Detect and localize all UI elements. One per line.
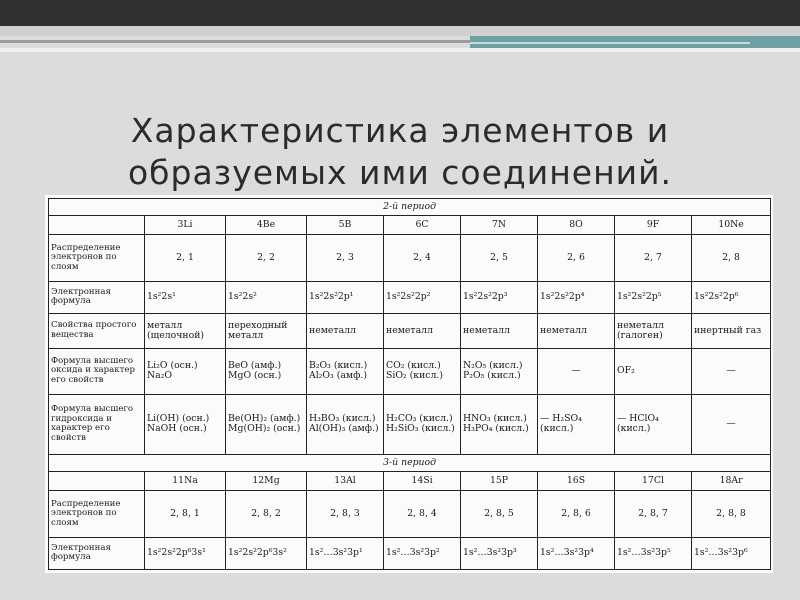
- table-cell: 1s²…3s²3p⁴: [538, 537, 615, 569]
- table-cell: неметалл: [384, 314, 461, 349]
- table-cell: B₂O₃ (кисл.) Al₂O₃ (амф.): [307, 348, 384, 394]
- table-cell: неметалл (галоген): [615, 314, 692, 349]
- table-cell: OF₂: [615, 348, 692, 394]
- element-cell: 9F: [615, 216, 692, 235]
- table-cell: 2, 5: [461, 235, 538, 281]
- table-cell: 1s²2s²2p⁵: [615, 281, 692, 313]
- element-cell: 17Cl: [615, 471, 692, 490]
- decor-stripe: [0, 48, 800, 52]
- table-cell: 2, 8, 7: [615, 491, 692, 537]
- table-cell: BeO (амф.) MgO (осн.): [226, 348, 307, 394]
- element-cell: 6C: [384, 216, 461, 235]
- row-label: Формула высшего гидроксида и характер его свойств: [49, 394, 145, 454]
- corner-cell: [49, 216, 145, 235]
- element-cell: 10Ne: [692, 216, 771, 235]
- period2-oxide-row: [49, 348, 771, 394]
- row-label: Электронная формула: [49, 281, 145, 313]
- table-cell: N₂O₅ (кисл.) P₂O₅ (кисл.): [461, 348, 538, 394]
- table-cell: 1s²…3s²3p¹: [307, 537, 384, 569]
- table-cell: 2, 8, 3: [307, 491, 384, 537]
- elements-table: [48, 198, 771, 570]
- table-cell: 1s²2s²2p²: [384, 281, 461, 313]
- table-cell: 2, 8, 8: [692, 491, 771, 537]
- table-cell: 1s²…3s²3p²: [384, 537, 461, 569]
- table-cell: 1s²2s²2p⁴: [538, 281, 615, 313]
- element-cell: 4Be: [226, 216, 307, 235]
- period2-header: 2-й период: [49, 199, 771, 216]
- table-cell: H₃BO₃ (кисл.) Al(OH)₃ (амф.): [307, 394, 384, 454]
- table-cell: неметалл: [538, 314, 615, 349]
- table-cell: 2, 4: [384, 235, 461, 281]
- element-cell: 13Al: [307, 471, 384, 490]
- element-cell: 11Na: [145, 471, 226, 490]
- element-cell: 15P: [461, 471, 538, 490]
- row-label: Электронная формула: [49, 537, 145, 569]
- table-cell: 1s²2s²2p¹: [307, 281, 384, 313]
- table-cell: 1s²2s²2p⁶: [692, 281, 771, 313]
- table-cell: — HClO₄ (кисл.): [615, 394, 692, 454]
- slide-title: [0, 110, 800, 194]
- table-cell: 1s²…3s²3p⁵: [615, 537, 692, 569]
- table-cell: переходный металл: [226, 314, 307, 349]
- table-cell: 2, 6: [538, 235, 615, 281]
- table-cell: 1s²2s²2p³: [461, 281, 538, 313]
- table-cell: 1s²…3s²3p³: [461, 537, 538, 569]
- table-cell: Be(OH)₂ (амф.) Mg(OH)₂ (осн.): [226, 394, 307, 454]
- element-cell: 16S: [538, 471, 615, 490]
- table-cell: 1s²…3s²3p⁶: [692, 537, 771, 569]
- period2-hydroxide-row: [49, 394, 771, 454]
- table-cell: —: [538, 348, 615, 394]
- table-cell: H₂CO₃ (кисл.) H₂SiO₃ (кисл.): [384, 394, 461, 454]
- period2-formula-row: [49, 281, 771, 313]
- table-cell: неметалл: [307, 314, 384, 349]
- table-cell: 2, 8, 2: [226, 491, 307, 537]
- title-line-1: Характеристика элементов и: [130, 111, 670, 150]
- period2-elements-row: [49, 216, 771, 235]
- element-cell: 7N: [461, 216, 538, 235]
- table-cell: металл (щелочной): [145, 314, 226, 349]
- table-cell: —: [692, 394, 771, 454]
- table-cell: 2, 3: [307, 235, 384, 281]
- table-cell: 2, 8, 4: [384, 491, 461, 537]
- table-cell: 2, 1: [145, 235, 226, 281]
- table-cell: 2, 8, 5: [461, 491, 538, 537]
- period3-formula-row: [49, 537, 771, 569]
- table-cell: 1s²2s¹: [145, 281, 226, 313]
- period2-distribution-row: [49, 235, 771, 281]
- row-label: Формула высшего оксида и характер его свойств: [49, 348, 145, 394]
- period2-header-row: [49, 199, 771, 216]
- table-cell: —: [692, 348, 771, 394]
- table-cell: CO₂ (кисл.) SiO₂ (кисл.): [384, 348, 461, 394]
- period2-properties-row: [49, 314, 771, 349]
- decor-stripe: [470, 42, 750, 44]
- element-cell: 12Mg: [226, 471, 307, 490]
- table-cell: 2, 7: [615, 235, 692, 281]
- row-label: Свойства простого вещества: [49, 314, 145, 349]
- element-cell: 14Si: [384, 471, 461, 490]
- decor-stripe: [0, 40, 470, 43]
- element-cell: 3Li: [145, 216, 226, 235]
- corner-cell: [49, 471, 145, 490]
- table-cell: 1s²2s²2p⁶3s¹: [145, 537, 226, 569]
- title-line-2: образуемых ими соединений.: [127, 153, 673, 192]
- table-cell: HNO₃ (кисл.) H₃PO₄ (кисл.): [461, 394, 538, 454]
- table-cell: 2, 8, 6: [538, 491, 615, 537]
- table-cell: 2, 8: [692, 235, 771, 281]
- elements-table-image: [45, 195, 773, 573]
- top-bar: [0, 0, 800, 26]
- row-label: Распределение электронов по слоям: [49, 491, 145, 537]
- table-cell: 1s²2s²2p⁶3s²: [226, 537, 307, 569]
- table-cell: — H₂SO₄ (кисл.): [538, 394, 615, 454]
- table-cell: 2, 8, 1: [145, 491, 226, 537]
- decor-stripe: [0, 26, 800, 36]
- row-label: Распределение электронов по слоям: [49, 235, 145, 281]
- element-cell: 8O: [538, 216, 615, 235]
- table-cell: 2, 2: [226, 235, 307, 281]
- period3-header: 3-й период: [49, 454, 771, 471]
- period3-header-row: [49, 454, 771, 471]
- element-cell: 5B: [307, 216, 384, 235]
- table-cell: Li(OH) (осн.) NaOH (осн.): [145, 394, 226, 454]
- table-cell: Li₂O (осн.) Na₂O: [145, 348, 226, 394]
- table-cell: инертный газ: [692, 314, 771, 349]
- table-cell: неметалл: [461, 314, 538, 349]
- table-cell: 1s²2s²: [226, 281, 307, 313]
- element-cell: 18Ar: [692, 471, 771, 490]
- period3-elements-row: [49, 471, 771, 490]
- period3-distribution-row: [49, 491, 771, 537]
